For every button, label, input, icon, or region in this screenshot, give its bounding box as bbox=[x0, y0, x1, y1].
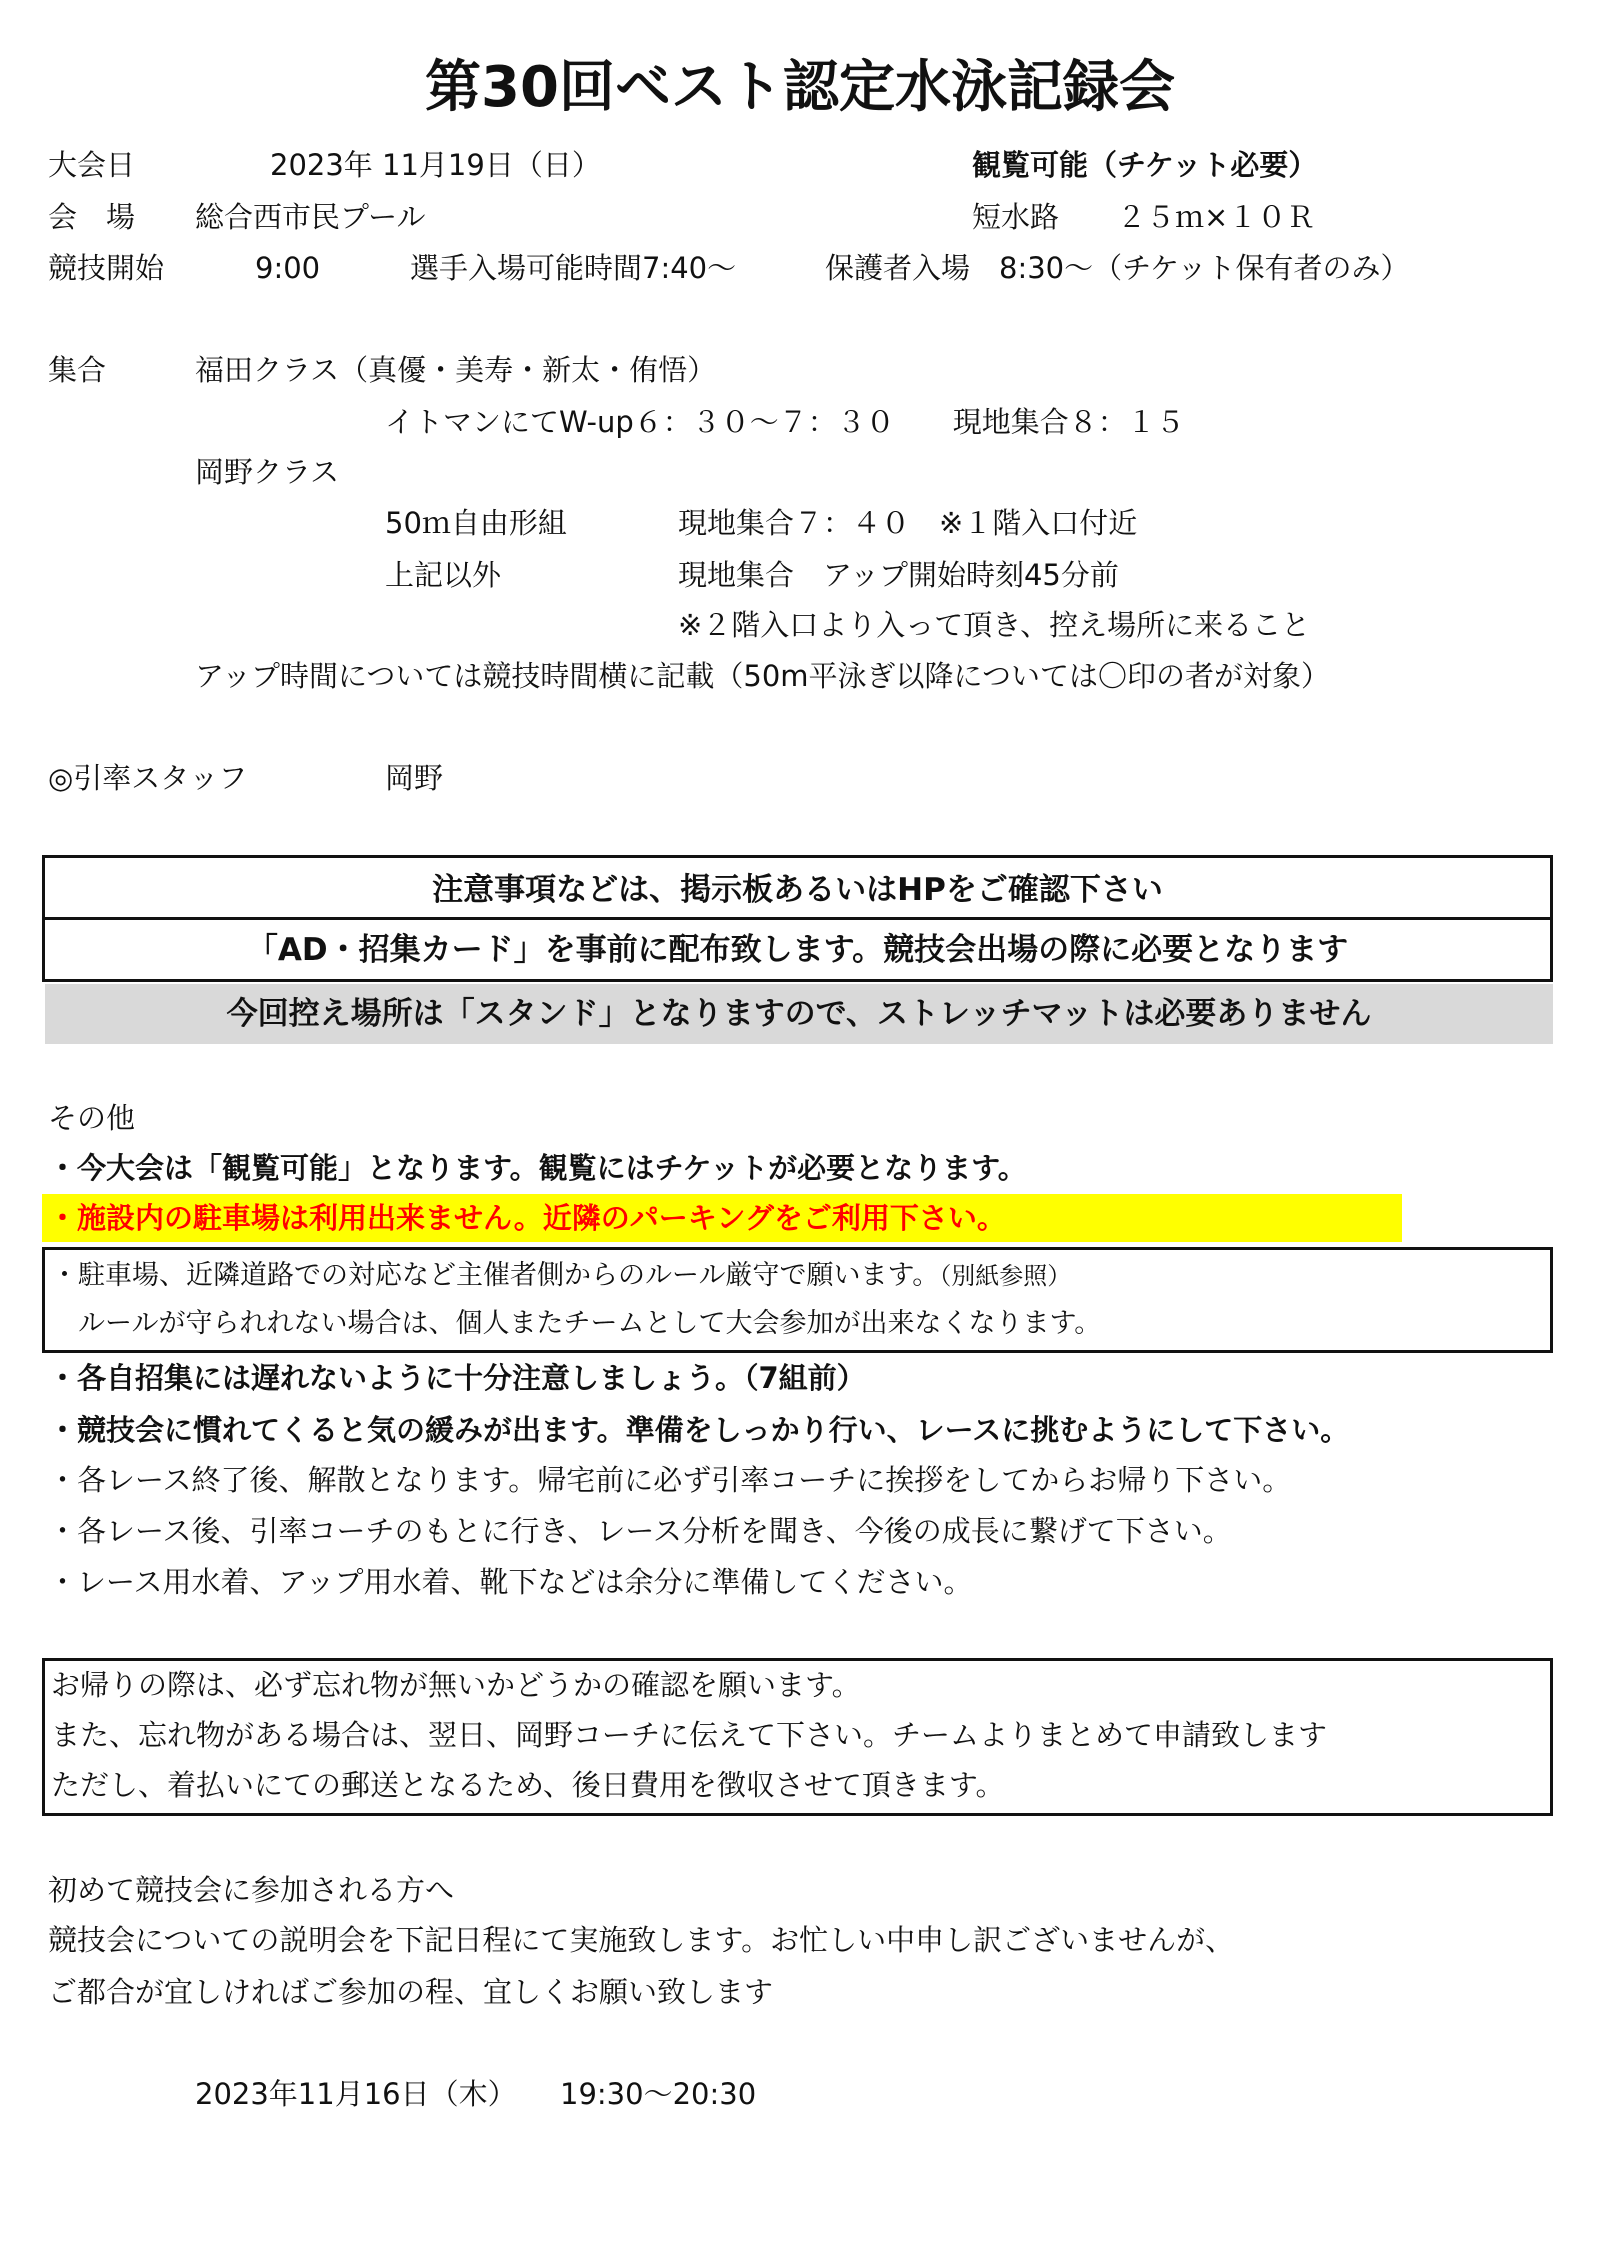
other-item-3-line-2: ルールが守られれない場合は、個人またチームとして大会参加が出来なくなります。 bbox=[51, 1308, 1102, 1339]
other-item-1: ・今大会は「観覧可能」となります。観覧にはチケットが必要となります。 bbox=[48, 1151, 1027, 1185]
spectate-note: 観覧可能（チケット必要） bbox=[972, 148, 1318, 182]
okano-class: 岡野クラス bbox=[195, 455, 340, 489]
fukuda-detail: イトマンにてW-up６：３０～７：３０ 現地集合８：１５ bbox=[385, 405, 1185, 439]
group2-note: ※２階入口より入って頂き、控え場所に来ること bbox=[678, 608, 1311, 642]
other-item-5: ・競技会に慣れてくると気の緩みが出ます。準備をしっかり行い、レースに挑むようにして下さい。 bbox=[48, 1413, 1350, 1447]
lost-items-line-2: また、忘れ物がある場合は、翌日、岡野コーチに伝えて下さい。チームよりまとめて申請致します bbox=[51, 1718, 1328, 1752]
parking-highlight bbox=[42, 1194, 1402, 1242]
notice-line-2: 「AD・招集カード」を事前に配布致します。競技会出場の際に必要となります bbox=[246, 932, 1349, 968]
rules-box bbox=[42, 1247, 1553, 1353]
start-label: 競技開始 bbox=[48, 251, 165, 285]
session-time: 19:30～20:30 bbox=[560, 2077, 757, 2111]
lost-items-line-3: ただし、着払いにての郵送となるため、後日費用を徴収させて頂きます。 bbox=[51, 1768, 1005, 1802]
date-label: 大会日 bbox=[48, 148, 136, 182]
notice-line-3: 今回控え場所は「スタンド」となりますので、ストレッチマットは必要ありません bbox=[226, 996, 1372, 1032]
warmup-note: アップ時間については競技時間横に記載（50m平泳ぎ以降については〇印の者が対象） bbox=[195, 659, 1330, 693]
start-time: 9:00 bbox=[255, 251, 321, 285]
notice-box-1 bbox=[42, 855, 1553, 920]
other-heading: その他 bbox=[48, 1101, 136, 1135]
document-title: 第30回ベスト認定水泳記録会 bbox=[425, 55, 1175, 120]
staff-name: 岡野 bbox=[385, 761, 444, 795]
other-item-6: ・各レース終了後、解散となります。帰宅前に必ず引率コーチに挨拶をしてからお帰り下さい。 bbox=[48, 1463, 1292, 1497]
other-item-2: ・施設内の駐車場は利用出来ません。近隣のパーキングをご利用下さい。 bbox=[48, 1201, 1006, 1235]
lost-items-box bbox=[42, 1658, 1553, 1816]
group2-detail: 現地集合 アップ開始時刻45分前 bbox=[678, 558, 1119, 592]
fukuda-class: 福田クラス（真優・美寿・新太・侑悟） bbox=[195, 353, 717, 387]
rules-ref: （別紙参照） bbox=[939, 1262, 1072, 1290]
session-date: 2023年11月16日（木） bbox=[195, 2077, 517, 2111]
first-timers-line-1: 初めて競技会に参加される方へ bbox=[48, 1873, 455, 1907]
venue-value: 総合西市民プール bbox=[195, 200, 426, 234]
other-item-4: ・各自招集には遅れないように十分注意しましょう。（7組前） bbox=[48, 1361, 866, 1395]
notice-box-2 bbox=[42, 917, 1553, 982]
other-item-3-line-1 bbox=[51, 1256, 1071, 1296]
venue-label: 会 場 bbox=[48, 200, 136, 234]
guardian-entry: 保護者入場 8:30～（チケット保有者のみ） bbox=[825, 251, 1410, 285]
first-timers-line-2: 競技会についての説明会を下記日程にて実施致します。お忙しい中申し訳ございませんが、 bbox=[48, 1923, 1235, 1957]
date-value: 2023年 11月19日（日） bbox=[270, 148, 601, 182]
assembly-label: 集合 bbox=[48, 353, 107, 387]
pool-info: 短水路 ２５ｍ×１０Ｒ bbox=[972, 200, 1316, 234]
group1-name: 50ｍ自由形組 bbox=[385, 506, 567, 540]
group1-detail: 現地集合７：４０ ※１階入口付近 bbox=[678, 506, 1138, 540]
first-timers-line-3: ご都合が宜しければご参加の程、宜しくお願い致します bbox=[48, 1975, 774, 2009]
notice-band-3 bbox=[45, 984, 1553, 1044]
staff-label: ◎引率スタッフ bbox=[48, 761, 248, 795]
rules-text: ・駐車場、近隣道路での対応など主催者側からのルール厳守で願います。 bbox=[51, 1260, 940, 1291]
other-item-7: ・各レース後、引率コーチのもとに行き、レース分析を聞き、今後の成長に繋げて下さい。 bbox=[48, 1514, 1232, 1548]
notice-line-1: 注意事項などは、掲示板あるいはHPをご確認下さい bbox=[432, 872, 1163, 908]
group2-name: 上記以外 bbox=[385, 558, 502, 592]
lost-items-line-1: お帰りの際は、必ず忘れ物が無いかどうかの確認を願います。 bbox=[51, 1668, 861, 1702]
other-item-8: ・レース用水着、アップ用水着、靴下などは余分に準備してください。 bbox=[48, 1565, 973, 1599]
swimmer-entry: 選手入場可能時間7:40～ bbox=[410, 251, 737, 285]
